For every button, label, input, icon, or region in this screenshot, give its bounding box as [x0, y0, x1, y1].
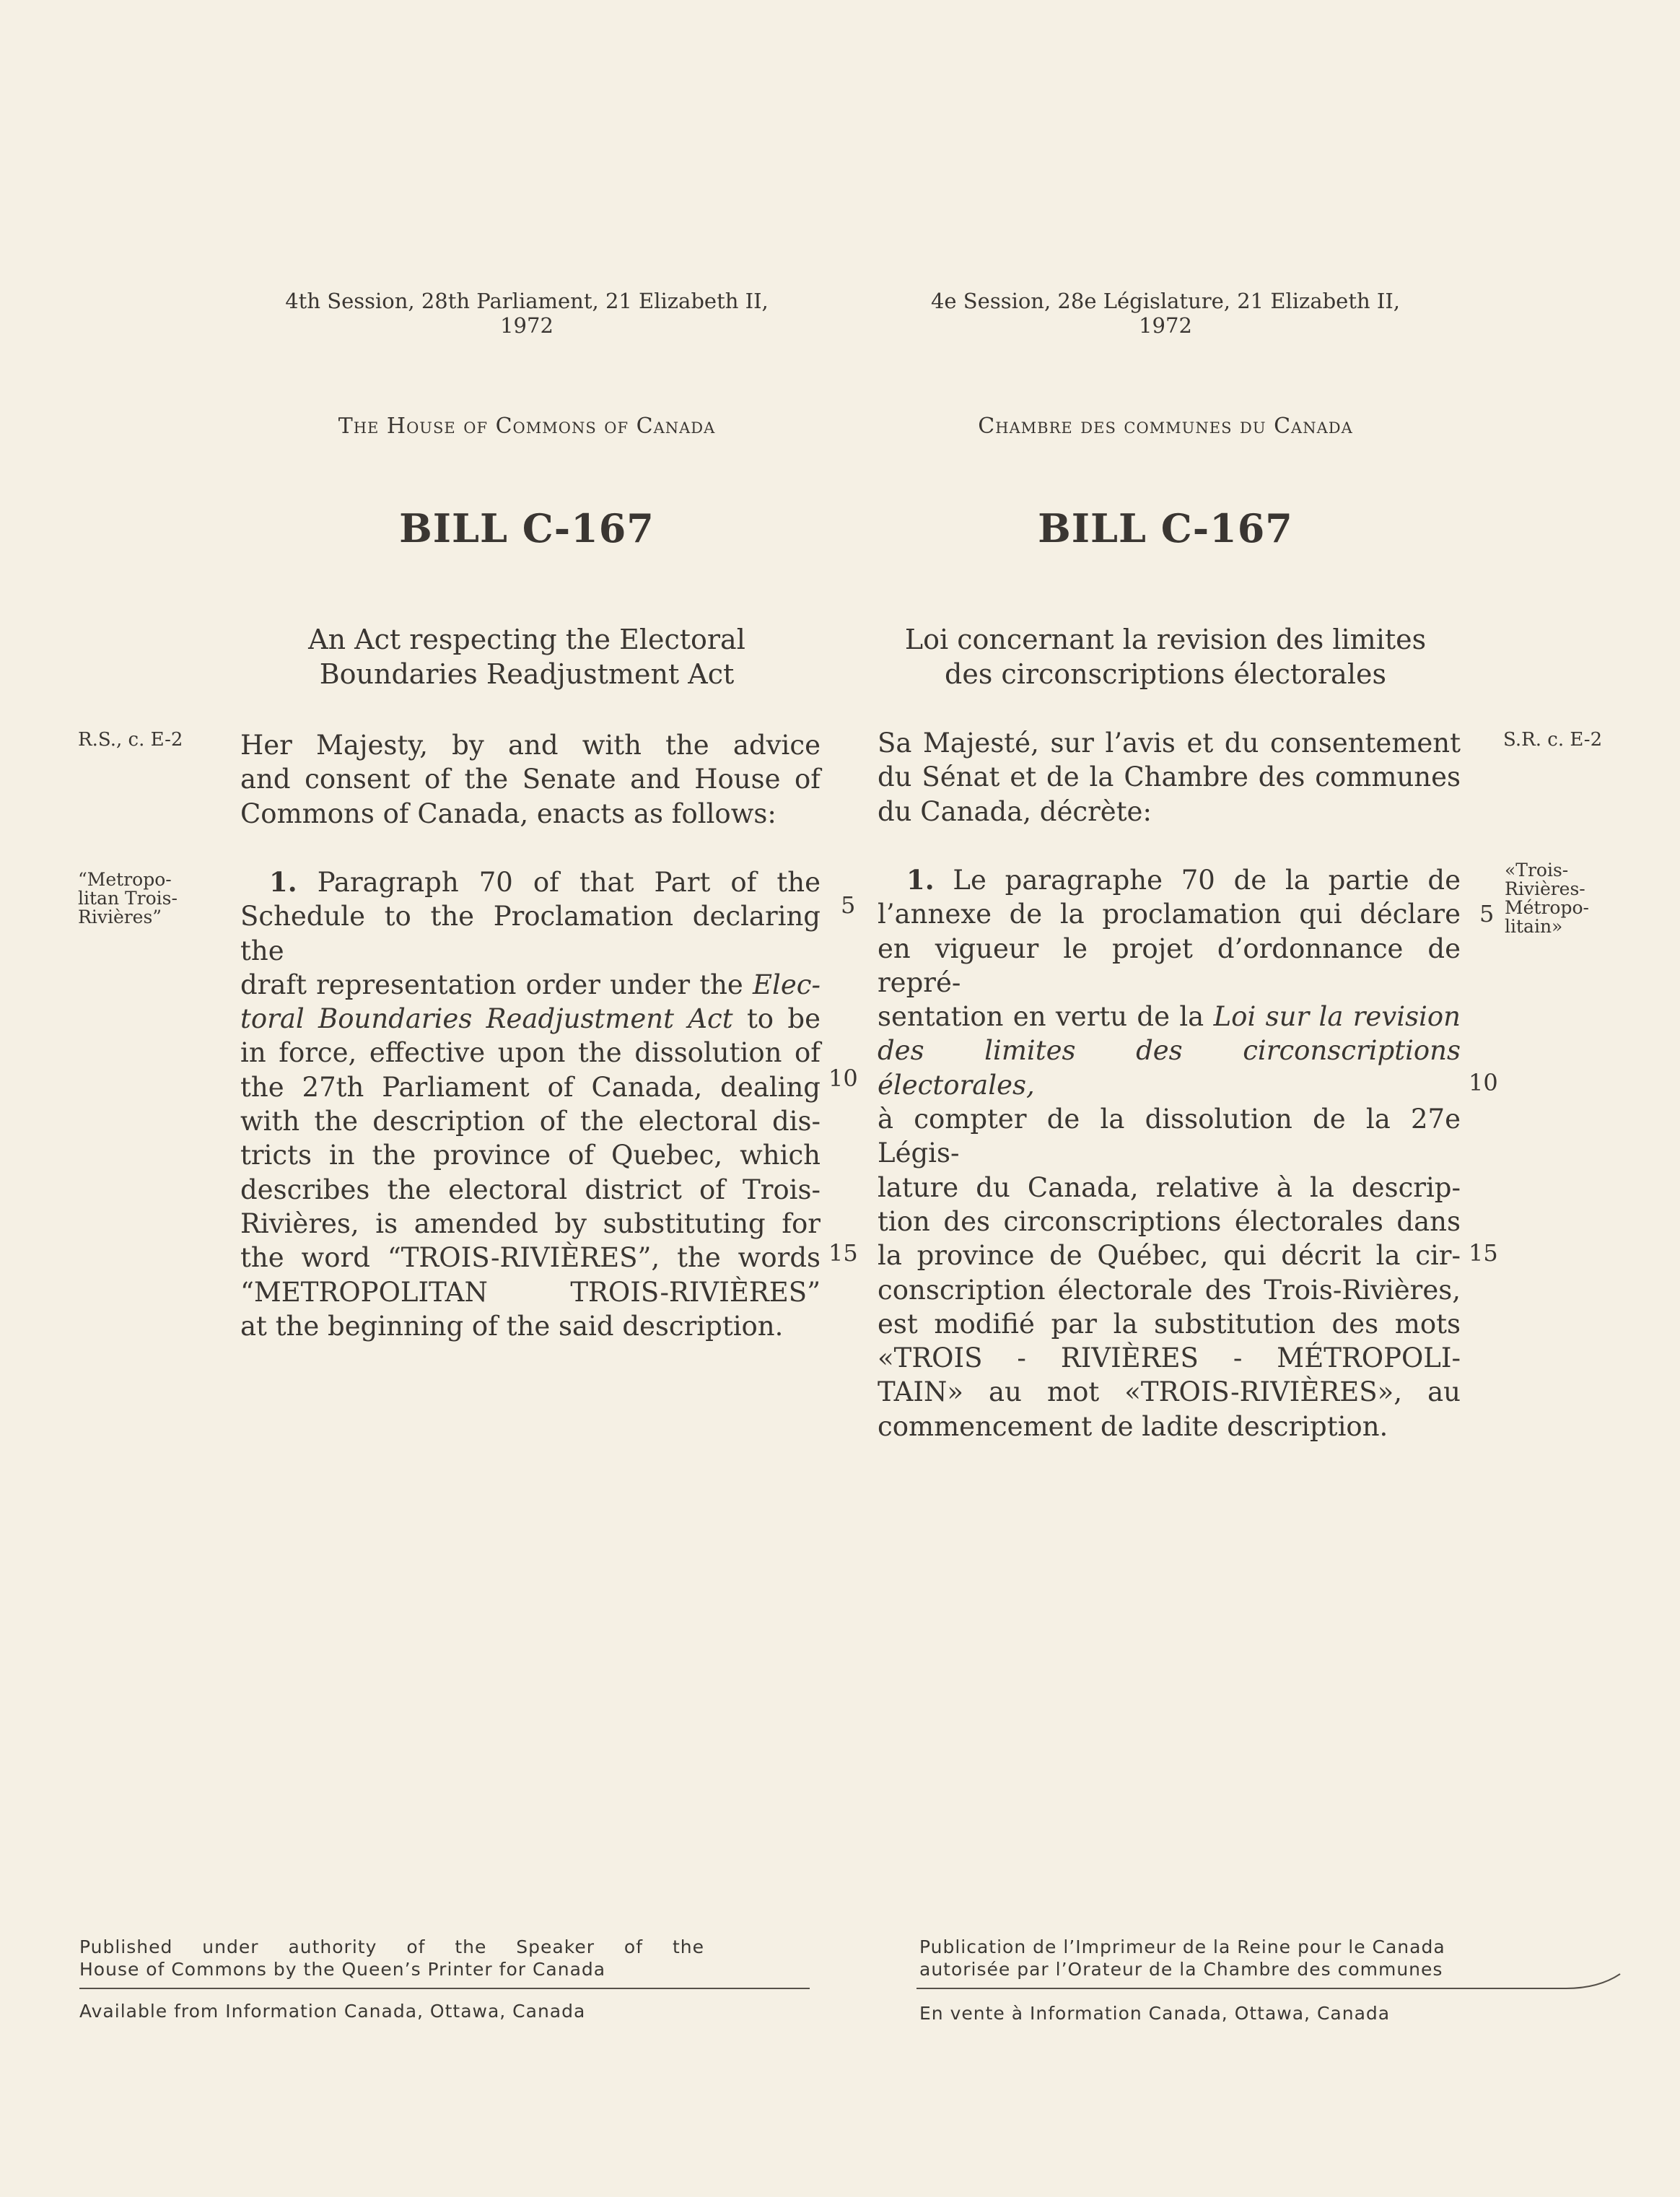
english-session-line: 4th Session, 28th Parliament, 21 Elizabeth II, — [285, 289, 769, 313]
english-title-line-2: Boundaries Readjustment Act — [319, 658, 735, 690]
french-enacting-clause — [878, 726, 1461, 829]
english-section-line: draft representation order under the Elec- — [240, 969, 821, 1000]
french-section-line: conscription électorale des Trois-Rivières, — [878, 1274, 1461, 1306]
english-bill-number: BILL C-167 — [399, 505, 655, 551]
english-house-heading — [216, 414, 837, 439]
french-title-line-1: Loi concernant la revision des limites — [904, 624, 1427, 655]
french-line-number-5: 5 — [1479, 900, 1495, 927]
english-section-line: at the beginning of the said description. — [240, 1310, 784, 1342]
french-section-1 — [878, 863, 1461, 1443]
english-section-line: Rivières, is amended by substituting for — [240, 1207, 821, 1239]
french-bill-number: BILL C-167 — [1038, 505, 1293, 551]
french-enact-line: Sa Majesté, sur l’avis et du consentement — [878, 728, 1461, 759]
french-line-number-10: 10 — [1469, 1069, 1498, 1096]
french-section-line: la province de Québec, qui décrit la cir- — [878, 1240, 1461, 1272]
french-session-year: 1972 — [1139, 313, 1192, 338]
english-section-number: 1. — [269, 866, 297, 898]
english-margin-note-enact: R.S., c. E-2 — [78, 729, 183, 751]
english-availability-note: Available from Information Canada, Ottawa, Canada — [79, 2001, 586, 2022]
french-section-line: TAIN» au mot «TROIS-RIVIÈRES», au — [878, 1376, 1461, 1408]
french-house-words-rest: des communes du — [1080, 414, 1266, 439]
english-section-line: the word “TROIS-RIVIÈRES”, the words — [240, 1242, 821, 1274]
french-margin-note-line: Métropo- — [1505, 897, 1589, 918]
french-margin-note-enact: S.R. c. E-2 — [1503, 729, 1603, 751]
french-session-line: 4e Session, 28e Législature, 21 Elizabeth II, — [930, 289, 1401, 313]
english-margin-note-section — [78, 870, 208, 927]
english-line-number-10: 10 — [828, 1065, 858, 1092]
french-house-heading — [852, 414, 1479, 439]
english-margin-note-line: “Metropo- — [78, 869, 172, 890]
french-title-line-2: des circonscriptions électorales — [945, 658, 1386, 690]
french-section-line: tion des circonscriptions électorales dans — [878, 1205, 1461, 1237]
french-section-line: «TROIS - RIVIÈRES - MÉTROPOLI- — [878, 1342, 1461, 1374]
english-enact-line: Commons of Canada, enacts as follows: — [240, 798, 776, 829]
english-publication-note — [79, 1936, 808, 1980]
french-house-word-chambre: Chambre — [978, 414, 1073, 439]
english-section-line: describes the electoral district of Trois- — [240, 1174, 821, 1205]
english-enact-line: and consent of the Senate and House of — [240, 764, 821, 795]
french-enact-line: du Sénat et de la Chambre des communes — [878, 761, 1461, 793]
english-act-title — [216, 622, 837, 691]
french-section-line: sentation en vertu de la Loi sur la revision — [878, 1001, 1461, 1033]
english-section-line: Schedule to the Proclamation declaring the — [240, 901, 821, 966]
english-section-1 — [240, 865, 821, 1343]
english-enacting-clause — [240, 728, 821, 831]
french-publication-line: Publication de l’Imprimeur de la Reine pour le Canada — [919, 1936, 1445, 1957]
french-publication-line: autorisée par l’Orateur de la Chambre des communes — [919, 1959, 1443, 1980]
french-house-word-canada: Canada — [1274, 414, 1353, 439]
french-section-line: des limites des circonscriptions électorales, — [878, 1035, 1461, 1101]
french-section-number: 1. — [906, 864, 935, 896]
english-footer-rule — [79, 1988, 810, 1989]
english-house-word-house: House of — [386, 414, 489, 439]
french-enact-line: du Canada, décrète: — [878, 795, 1152, 827]
english-enact-line: Her Majesty, by and with the advice — [240, 730, 821, 761]
english-line-number-5: 5 — [841, 891, 856, 919]
english-section-line: the 27th Parliament of Canada, dealing — [240, 1071, 821, 1103]
english-line-number-15: 15 — [828, 1239, 858, 1267]
english-section-line: toral Boundaries Readjustment Act to be — [240, 1003, 821, 1035]
english-session-year: 1972 — [500, 313, 554, 338]
french-margin-note-section — [1505, 861, 1627, 936]
english-publication-line: House of Commons by the Queen’s Printer for Canada — [79, 1959, 606, 1980]
english-house-word-the: The — [338, 414, 380, 439]
french-section-line: en vigueur le projet d’ordonnance de repré- — [878, 932, 1461, 998]
english-section-line: with the description of the electoral dis- — [240, 1106, 821, 1137]
english-house-word-canada: Canada — [636, 414, 716, 439]
french-section-line: 1. Le paragraphe 70 de la partie de — [906, 864, 1461, 896]
french-section-line: à compter de la dissolution de la 27e Légis- — [878, 1104, 1461, 1169]
french-section-line: est modifié par la substitution des mots — [878, 1308, 1461, 1340]
english-section-line: “METROPOLITAN TROIS-RIVIÈRES” — [240, 1276, 821, 1308]
french-line-number-15: 15 — [1469, 1239, 1498, 1267]
english-title-line-1: An Act respecting the Electoral — [308, 624, 745, 655]
english-section-line: 1. Paragraph 70 of that Part of the — [269, 866, 821, 898]
french-footer-rule — [916, 1965, 1624, 1993]
english-house-word-commons: Commons of — [495, 414, 629, 439]
french-section-line: l’annexe de la proclamation qui déclare — [878, 899, 1461, 930]
english-publication-line: Published under authority of the Speaker of the — [79, 1936, 704, 1957]
french-margin-note-line: Rivières- — [1505, 878, 1585, 899]
french-act-title — [852, 622, 1479, 691]
english-margin-note-line: litan Trois- — [78, 888, 178, 909]
english-section-line: in force, effective upon the dissolution of — [240, 1037, 821, 1069]
english-margin-note-line: Rivières” — [78, 907, 162, 927]
french-margin-note-line: «Trois- — [1505, 860, 1569, 881]
english-section-line: tricts in the province of Quebec, which — [240, 1140, 821, 1171]
french-availability-note: En vente à Information Canada, Ottawa, Canada — [919, 2003, 1391, 2024]
english-session-header — [216, 289, 837, 338]
french-section-line: commencement de ladite description. — [878, 1410, 1388, 1442]
french-margin-note-line: litain» — [1505, 916, 1563, 937]
french-session-header — [852, 289, 1479, 338]
french-section-line: lature du Canada, relative à la descrip- — [878, 1171, 1461, 1203]
